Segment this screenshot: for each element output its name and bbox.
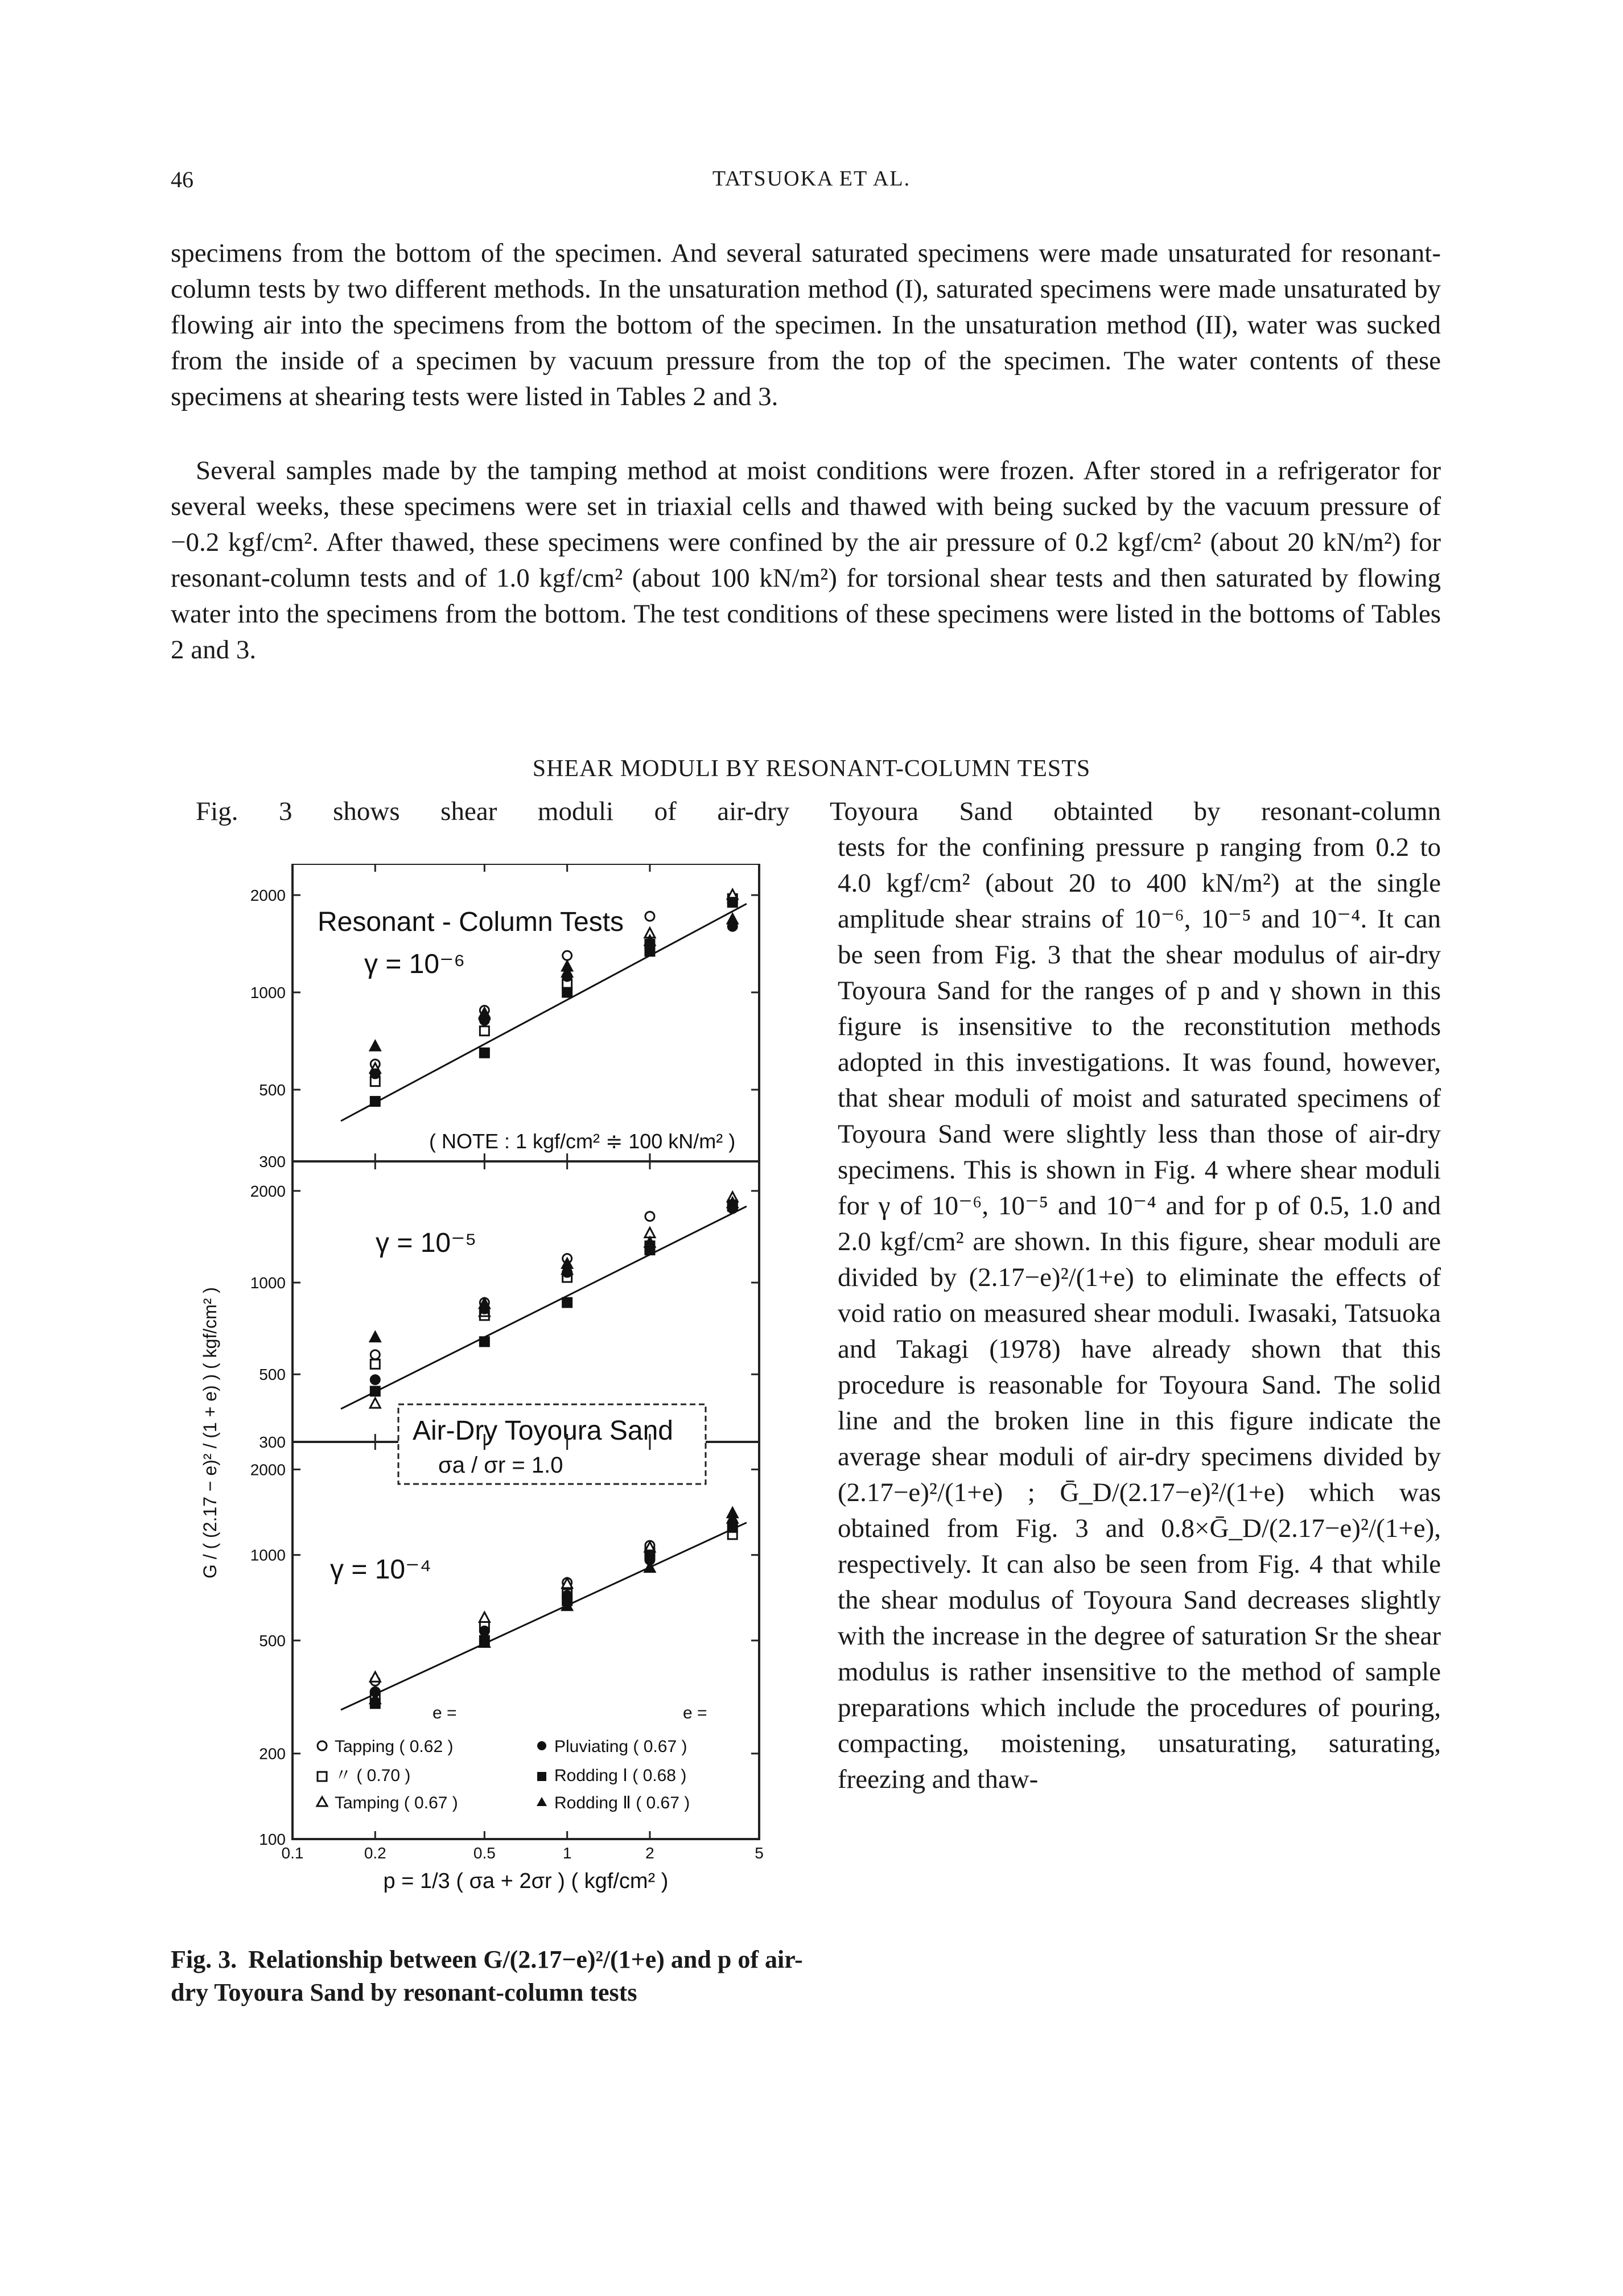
y-tick-label: 500 [259,1632,286,1650]
legend-open-square-marker [318,1772,327,1781]
y-tick-label: 500 [259,1366,286,1384]
figure-intro-line: Fig. 3 shows shear moduli of air-dry Toyoura Sand obtainted by resonant-column [196,797,1441,826]
legend-label-5: Rodding Ⅰ ( 0.68 ) [554,1766,687,1785]
y-tick-label: 100 [259,1831,286,1848]
y-tick-label: 1000 [250,1274,286,1292]
body-paragraph-1: specimens from the bottom of the specimen. And several saturated specimens were made unsaturated for resonant-column tests by two different methods. In the unsaturation method (I), saturated specimens were made unsaturated by flowing air into the specimens from the bottom of the specimen. In the unsaturation method (II), water was sucked from the inside of a specimen by vacuum pressure from the top of the specimen. The water contents of these specimens at shearing tests were listed in Tables 2 and 3. [171,238,1441,411]
open-triangle-point [370,1398,380,1408]
legend-label-1: Tapping ( 0.62 ) [335,1737,454,1756]
filled-triangle-point [370,1332,380,1342]
figure-caption-label: Fig. 3. [171,1945,237,1973]
legend-label-6: Rodding Ⅱ ( 0.67 ) [554,1794,690,1812]
legend-label-3: Tamping ( 0.67 ) [335,1794,458,1812]
legend-open-triangle-marker [317,1797,327,1806]
section-title: SHEAR MODULI BY RESONANT-COLUMN TESTS [532,756,1091,782]
legend-filled-square-marker [537,1772,546,1781]
open-circle-point [563,951,572,960]
legend-filled-circle-marker [537,1741,546,1750]
legend-e-label-right: e = [683,1704,707,1722]
legend-item-6 [537,1794,690,1812]
filled-square-point [370,1387,380,1396]
legend-item-1 [318,1737,453,1756]
legend-item-3 [317,1794,458,1812]
filled-circle-point [370,1069,380,1078]
x-tick-label: 5 [755,1844,764,1862]
filled-triangle-point [727,914,738,924]
legend-e-label-left: e = [432,1704,457,1722]
filled-circle-point [370,1375,380,1384]
figure-3-chart [193,864,831,1939]
legend-item-5 [537,1766,686,1785]
x-tick-label: 0.5 [473,1844,496,1862]
unit-note: ( NOTE : 1 kgf/cm² ≑ 100 kN/m² ) [429,1130,736,1153]
right-column-text: tests for the confining pressure p ranging from 0.2 to 4.0 kgf/cm² (about 20 to 400 kN/m²) at the single amplitude shear strains of 10⁻⁶, 10⁻⁵ and 10⁻⁴. It can be seen from Fig. 3 that the shear modulus of air-dry Toyoura Sand for the ranges of p and γ shown in this figure is insensitive to the reconstitution methods adopted in this investigations. It was found, however, that shear moduli of moist and saturated specimens of Toyoura Sand were slightly less than those of air-dry specimens. This is shown in Fig. 4 where shear moduli for γ of 10⁻⁶, 10⁻⁵ and 10⁻⁴ and for p of 0.5, 1.0 and 2.0 kgf/cm² are shown. In this figure, shear moduli are divided by (2.17−e)²/(1+e) to eliminate the effects of void ratio on measured shear moduli. Iwasaki, Tatsuoka and Takagi (1978) have already shown that this procedure is reasonable for Toyoura Sand. The solid line and the broken line in this figure indicate the average shear moduli of air-dry specimens divided by (2.17−e)²/(1+e) ; Ḡ_D/(2.17−e)²/(1+e) which was obtained from Fig. 3 and 0.8×Ḡ_D/(2.17−e)²/(1+e), respectively. It can also be seen from Fig. 4 that while the shear modulus of Toyoura Sand decreases slightly with the increase in the degree of saturation Sr the shear modulus is rather insensitive to the method of sample preparations which include the procedures of pouring, compacting, moistening, unsaturating, saturating, freezing and thaw- [838,832,1441,1794]
filled-square-point [645,947,654,956]
material-box-title: Air-Dry Toyoura Sand [413,1416,673,1446]
figure-3 [193,864,831,1939]
filled-circle-point [563,972,572,981]
open-triangle-point [479,1612,489,1622]
y-tick-label: 2000 [250,887,286,905]
filled-triangle-point [727,1508,738,1518]
y-tick-label: 1000 [250,984,286,1002]
legend-item-2 [318,1766,410,1785]
open-circle-point [645,912,654,921]
body-paragraph-2: Several samples made by the tamping method at moist conditions were frozen. After stored in a refrigerator for several weeks, these specimens were set in triaxial cells and thawed with being sucked by the vacuum pressure of −0.2 kgf/cm². After thawed, these specimens were confined by the air pressure of 0.2 kgf/cm² (about 20 kN/m²) for resonant-column tests and of 1.0 kgf/cm² (about 100 kN/m²) for torsional shear tests and then saturated by flowing water into the specimens from the bottom. The test conditions of these specimens were listed in the bottoms of Tables 2 and 3. [171,456,1441,665]
y-tick-label: 1000 [250,1546,286,1564]
legend-label-2: 〃 ( 0.70 ) [335,1766,411,1785]
y-tick-label: 300 [259,1153,286,1170]
filled-square-point [370,1097,380,1106]
panel-1-title: Resonant - Column Tests [318,907,624,937]
filled-circle-point [480,1626,489,1635]
legend-open-circle-marker [318,1741,327,1750]
legend-label-4: Pluviating ( 0.67 ) [554,1737,687,1756]
filled-square-point [645,1551,654,1560]
figure-caption-text: Relationship between G/(2.17−e)²/(1+e) and p of air-dry Toyoura Sand by resonant-column tests [171,1945,803,2006]
filled-circle-point [563,1268,572,1277]
figure-caption [171,1943,808,2009]
material-box-ratio: σa / σr = 1.0 [438,1453,563,1478]
x-tick-label: 0.2 [364,1844,386,1862]
y-tick-label: 200 [259,1745,286,1763]
filled-square-point [728,1523,737,1532]
x-axis-label: p = 1/3 ( σa + 2σr ) ( kgf/cm² ) [383,1869,669,1893]
y-tick-label: 500 [259,1081,286,1099]
open-circle-point [645,1212,654,1221]
trend-line [341,1523,747,1710]
legend-filled-triangle-marker [537,1797,547,1806]
open-triangle-point [370,1672,380,1681]
y-tick-label: 300 [259,1433,286,1451]
filled-square-point [728,898,737,907]
filled-triangle-point [370,1041,380,1050]
open-circle-point [370,1350,380,1359]
panel-3-gamma: γ = 10⁻⁴ [330,1555,432,1585]
open-square-point [480,1027,489,1036]
running-head: TATSUOKA ET AL. [712,167,911,191]
y-tick-label: 2000 [250,1461,286,1479]
x-tick-label: 0.1 [281,1844,304,1862]
open-square-point [370,1359,380,1368]
x-tick-label: 1 [562,1844,572,1862]
panel-1-gamma: γ = 10⁻⁶ [364,949,466,979]
y-axis-label: G / ( (2.17 − e)² / (1 + e) ) ( kgf/cm² ) [200,1287,220,1579]
filled-square-point [563,1298,572,1307]
filled-square-point [480,1048,489,1057]
panel-2-frame [293,1161,759,1442]
y-tick-label: 2000 [250,1182,286,1200]
x-tick-label: 2 [645,1844,654,1862]
legend-item-4 [537,1737,687,1756]
filled-square-point [563,988,572,997]
filled-square-point [480,1337,489,1346]
panel-2-gamma: γ = 10⁻⁵ [376,1228,477,1258]
filled-triangle-point [562,961,572,971]
page-number: 46 [171,167,193,192]
